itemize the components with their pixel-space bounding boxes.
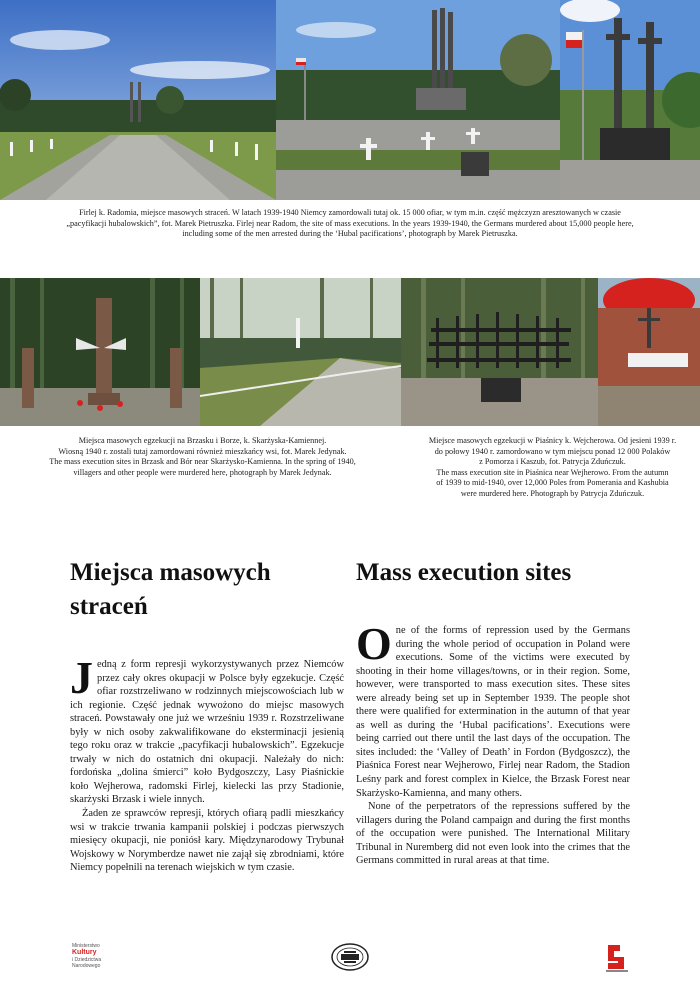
caption-firlej-line: Firlej k. Radomia, miejsce masowych straceń. W latach 1939-1940 Niemcy zamordowali tutaj ok. 15 000 ofiar, w tym m.in. część mężczyzn aresztowanych w czasie [79, 208, 621, 217]
photo-firlej-monument [276, 0, 560, 200]
ministry-logo-line: Ministerstwo [72, 943, 100, 949]
caption-piasnica-line: do połowy 1940 r. zamordowano w tym miejscu ponad 12 000 Polaków [434, 446, 671, 456]
english-title [356, 556, 656, 590]
caption-brzask [15, 436, 390, 478]
english-paragraph-1-text: ne of the forms of repression used by the Germans during the whole period of occupation in Poland were executions. Some of the victims were executed by shooting in their home villages/towns, or in their region. Some, however, were transported to mass execution sites. These sites were already being set up in September 1939. The people shot there were qualified for extermination in the autumn of that year as well as during the ‘Hubal pacifications’. Executions were being carried out there until the last days of the occupation. The sites included: the ‘Valley of Death’ in Fordon (Bydgoszcz), the Piaśnica Forest near Wejherowo, Firlej near Radom, the Stadion Leśny park and forest complex in Kielce, the Brzask Forest near Skarżysko-Kamienna, and many others. [356, 625, 630, 799]
photo-firlej-crosses [560, 0, 700, 200]
photo-bor-path [200, 278, 401, 426]
caption-brzask-line: The mass execution sites in Brzask and Bór near Skarżysko-Kamienna. In the spring of 1940, [49, 457, 356, 467]
caption-brzask-line: Miejsca masowych egzekucji na Brzasku i Borze, k. Skarżyska-Kamiennej. [78, 436, 327, 445]
polish-title-line: straceń [70, 593, 148, 620]
photo-firlej-cemetery [0, 0, 276, 200]
caption-firlej-line: including some of the men arrested during the ‘Hubal pacifications’, photograph by Marek Pietruszka. [182, 229, 518, 239]
caption-brzask-line: villagers and other people were murdered here, photograph by Marek Jedynak. [73, 467, 332, 477]
ministry-logo [72, 943, 122, 969]
english-body [356, 618, 630, 868]
museum-seal-icon [331, 943, 369, 971]
polish-paragraph-1-text: edną z form represji wykorzystywanych przez Niemców przez cały okres okupacji w Polsce były egzekucje. Część ofiar rozstrzeliwano w rodzinnych miejscowościach lub w ich regionie. Część jednak wywożono do miejsc masowych straceń. Powstawały one już we wrześniu 1939 r. Rozstrzeliwane były w nich osoby zakwalifikowane do eksterminacji jesienią tego roku oraz w trakcie „pacyfikacji hubalowskich”. Egzekucje trwały w nich do ostatnich dni okupacji. Należały do nich: fordońska „dolina śmierci” koło Bydgoszczy, Lasy Piaśnickie koło Wejherowa, radomski Firlej, kielecki las przy Stadionie, skarżyski Brzask i wiele innych. [70, 659, 344, 806]
ministry-logo-line: i Dziedzictwa [72, 957, 102, 963]
photo-piasnica-chapel [598, 278, 700, 426]
english-paragraph-1 [356, 618, 630, 800]
caption-piasnica-line: The mass execution site in Piaśnica near Wejherowo. From the autumn [436, 467, 669, 477]
caption-piasnica-line: Miejsce masowych egzekucji w Piaśnicy k. Wejcherowa. Od jesieni 1939 r. [428, 436, 677, 445]
caption-piasnica [405, 436, 700, 500]
polish-paragraph-1 [70, 652, 344, 807]
caption-piasnica-line: of 1939 to mid-1940, over 12,000 Poles from Pomerania and Kashubia [436, 478, 669, 488]
caption-piasnica-line: were murdered here. Photograph by Patrycja Zduńczuk. [460, 488, 645, 498]
photo-brzask-monument [0, 278, 200, 426]
caption-firlej-line: „pacyfikacji hubalowskich”, fot. Marek Pietruszka. Firlej near Radom, the site of mass executions. In the years 1939-1940, the Germans murdered about 15,000 people here, [66, 218, 634, 228]
ministry-logo-line: Narodowego [72, 963, 101, 969]
caption-firlej [30, 208, 670, 240]
english-dropcap: O [356, 618, 392, 669]
polish-title-line: Miejsca masowych [70, 559, 271, 586]
polish-title [70, 556, 340, 624]
polish-dropcap: J [70, 652, 93, 703]
english-paragraph-2: None of the perpetrators of the repressions suffered by the villagers during the Poland campaign and during the first months of the occupation were punished. The International Military Tribunal in Nuremberg did not even look into the crimes that the Germans committed in rural areas at that time. [356, 801, 630, 867]
red-emblem-icon [602, 941, 632, 973]
caption-brzask-line: Wiosną 1940 r. zostali tutaj zamordowani również mieszkańcy wsi, fot. Marek Jedynak. [58, 446, 347, 456]
ministry-logo-line: Kultury [72, 949, 97, 956]
polish-paragraph-2: Żaden ze sprawców represji, których ofiarą padli mieszkańcy wsi w trakcie trwania kampanii polskiej i podczas pierwszych miesięcy okupacji, nie poniósł kary. Międzynarodowy Trybunał Wojskowy w Norymberdze nawet nie zajął się zbrodniami, które Niemcy popełnili na terenach wiejskich w tym czasie. [70, 808, 344, 874]
english-title-text: Mass execution sites [356, 559, 572, 586]
photo-piasnica-crosses [401, 278, 598, 426]
caption-piasnica-line: z Pomorza i Kaszub, fot. Patrycja Zduńczuk. [479, 457, 626, 467]
polish-body [70, 652, 344, 875]
